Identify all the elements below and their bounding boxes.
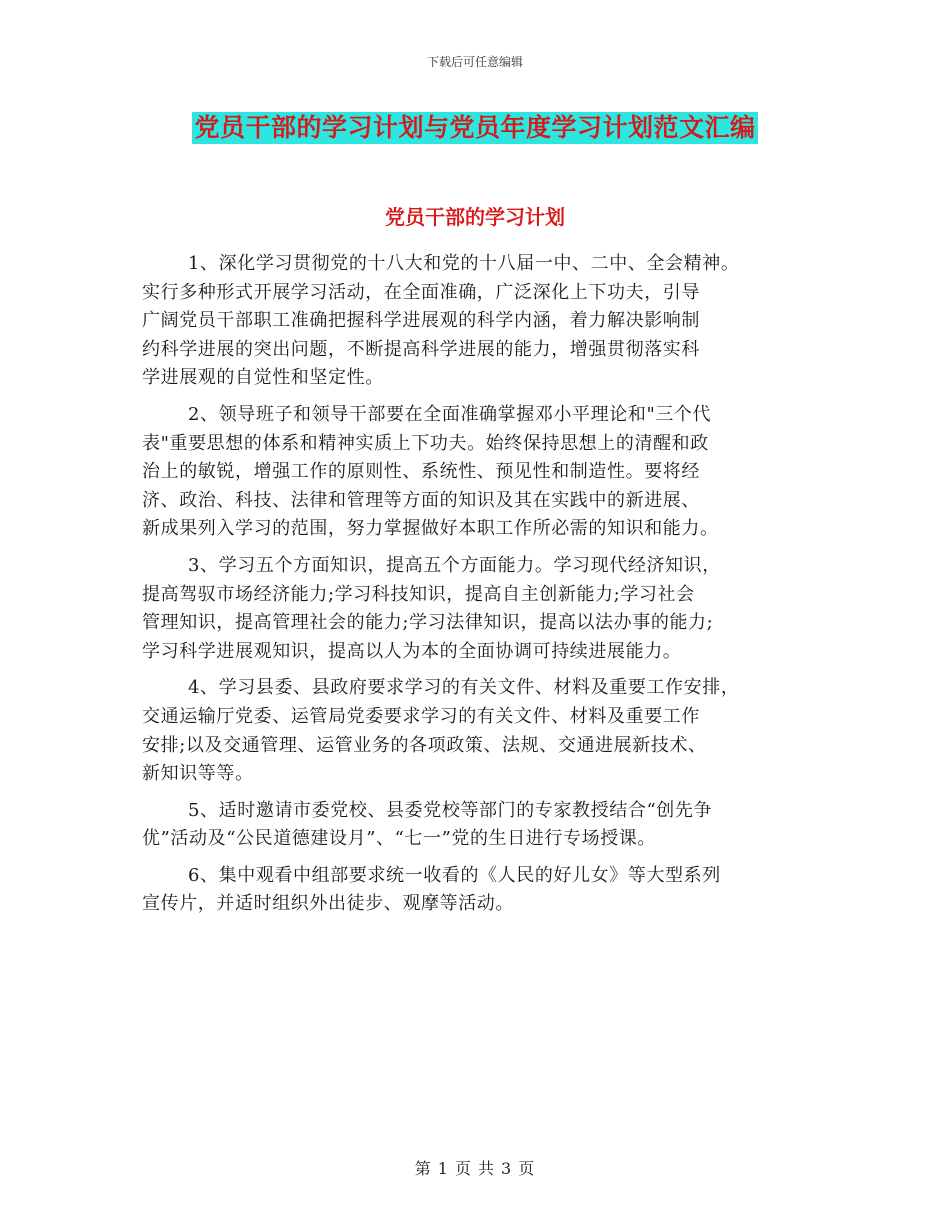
paragraph-4 bbox=[142, 674, 822, 788]
paragraph-line: 学进展观的自觉性和坚定性。 bbox=[142, 367, 384, 389]
document-title: 党员干部的学习计划与党员年度学习计划范文汇编 bbox=[194, 113, 756, 142]
header-note: 下载后可任意编辑 bbox=[426, 55, 523, 69]
document-body bbox=[142, 250, 822, 927]
paragraph-line: 3、学习五个方面知识，提高五个方面能力。学习现代经济知识， bbox=[188, 554, 721, 576]
paragraph-line: 6、集中观看中组部要求统一收看的《人民的好儿女》等大型系列 bbox=[188, 864, 721, 886]
paragraph-line: 学习科学进展观知识，提高以人为本的全面协调可持续进展能力。 bbox=[142, 640, 682, 662]
paragraph-line: 约科学进展的突出问题，不断提高科学进展的能力，增强贯彻落实科 bbox=[142, 338, 700, 360]
paragraph-5 bbox=[142, 797, 822, 854]
paragraph-line: 新知识等等。 bbox=[142, 763, 254, 785]
footer-suffix: 页 bbox=[518, 1159, 536, 1178]
paragraph-line: 提高驾驭市场经济能力;学习科技知识，提高自主创新能力;学习社会 bbox=[142, 583, 695, 605]
paragraph-line: 5、适时邀请市委党校、县委党校等部门的专家教授结合“创先争 bbox=[188, 799, 713, 821]
paragraph-line: 表"重要思想的体系和精神实质上下功夫。始终保持思想上的清醒和政 bbox=[142, 432, 709, 454]
doc-title-wrap bbox=[0, 112, 950, 144]
paragraph-line: 1、深化学习贯彻党的十八大和党的十八届一中、二中、全会精神。 bbox=[188, 253, 740, 274]
paragraph-line: 济、政治、科技、法律和管理等方面的知识及其在实践中的新进展、 bbox=[142, 489, 700, 511]
paragraph-line: 4、学习县委、县政府要求学习的有关文件、材料及重要工作安排， bbox=[188, 677, 740, 699]
paragraph-2 bbox=[142, 401, 822, 544]
paragraph-line: 交通运输厅党委、运管局党委要求学习的有关文件、材料及重要工作 bbox=[142, 705, 700, 727]
section-title: 党员干部的学习计划 bbox=[385, 205, 565, 229]
footer-total-word: 共 bbox=[478, 1159, 496, 1178]
paragraph-1 bbox=[142, 250, 822, 393]
footer-page-word: 页 bbox=[454, 1159, 472, 1178]
paragraph-3 bbox=[142, 552, 822, 666]
page-footer bbox=[0, 1156, 950, 1179]
paragraph-line: 2、领导班子和领导干部要在全面准确掌握邓小平理论和"三个代 bbox=[188, 403, 712, 425]
paragraph-6 bbox=[142, 862, 822, 919]
paragraph-line: 治上的敏锐，增强工作的原则性、系统性、预见性和制造性。要将经 bbox=[142, 461, 700, 483]
paragraph-line: 管理知识，提高管理社会的能力;学习法律知识，提高以法办事的能力; bbox=[142, 612, 714, 634]
paragraph-line: 新成果列入学习的范围，努力掌握做好本职工作所必需的知识和能力。 bbox=[142, 518, 719, 540]
footer-prefix: 第 bbox=[414, 1159, 432, 1178]
paragraph-line: 广阔党员干部职工准确把握科学进展观的科学内涵，着力解决影响制 bbox=[142, 310, 700, 332]
footer-total-pages: 3 bbox=[501, 1159, 513, 1178]
paragraph-line: 宣传片，并适时组织外出徒步、观摩等活动。 bbox=[142, 893, 514, 915]
paragraph-line: 实行多种形式开展学习活动，在全面准确，广泛深化上下功夫，引导 bbox=[142, 281, 700, 303]
paragraph-line: 优”活动及“公民道德建设月”、“七一”党的生日进行专场授课。 bbox=[142, 828, 657, 850]
paragraph-line: 安排;以及交通管理、运管业务的各项政策、法规、交通进展新技术、 bbox=[142, 734, 707, 756]
footer-current-page: 1 bbox=[437, 1159, 449, 1178]
